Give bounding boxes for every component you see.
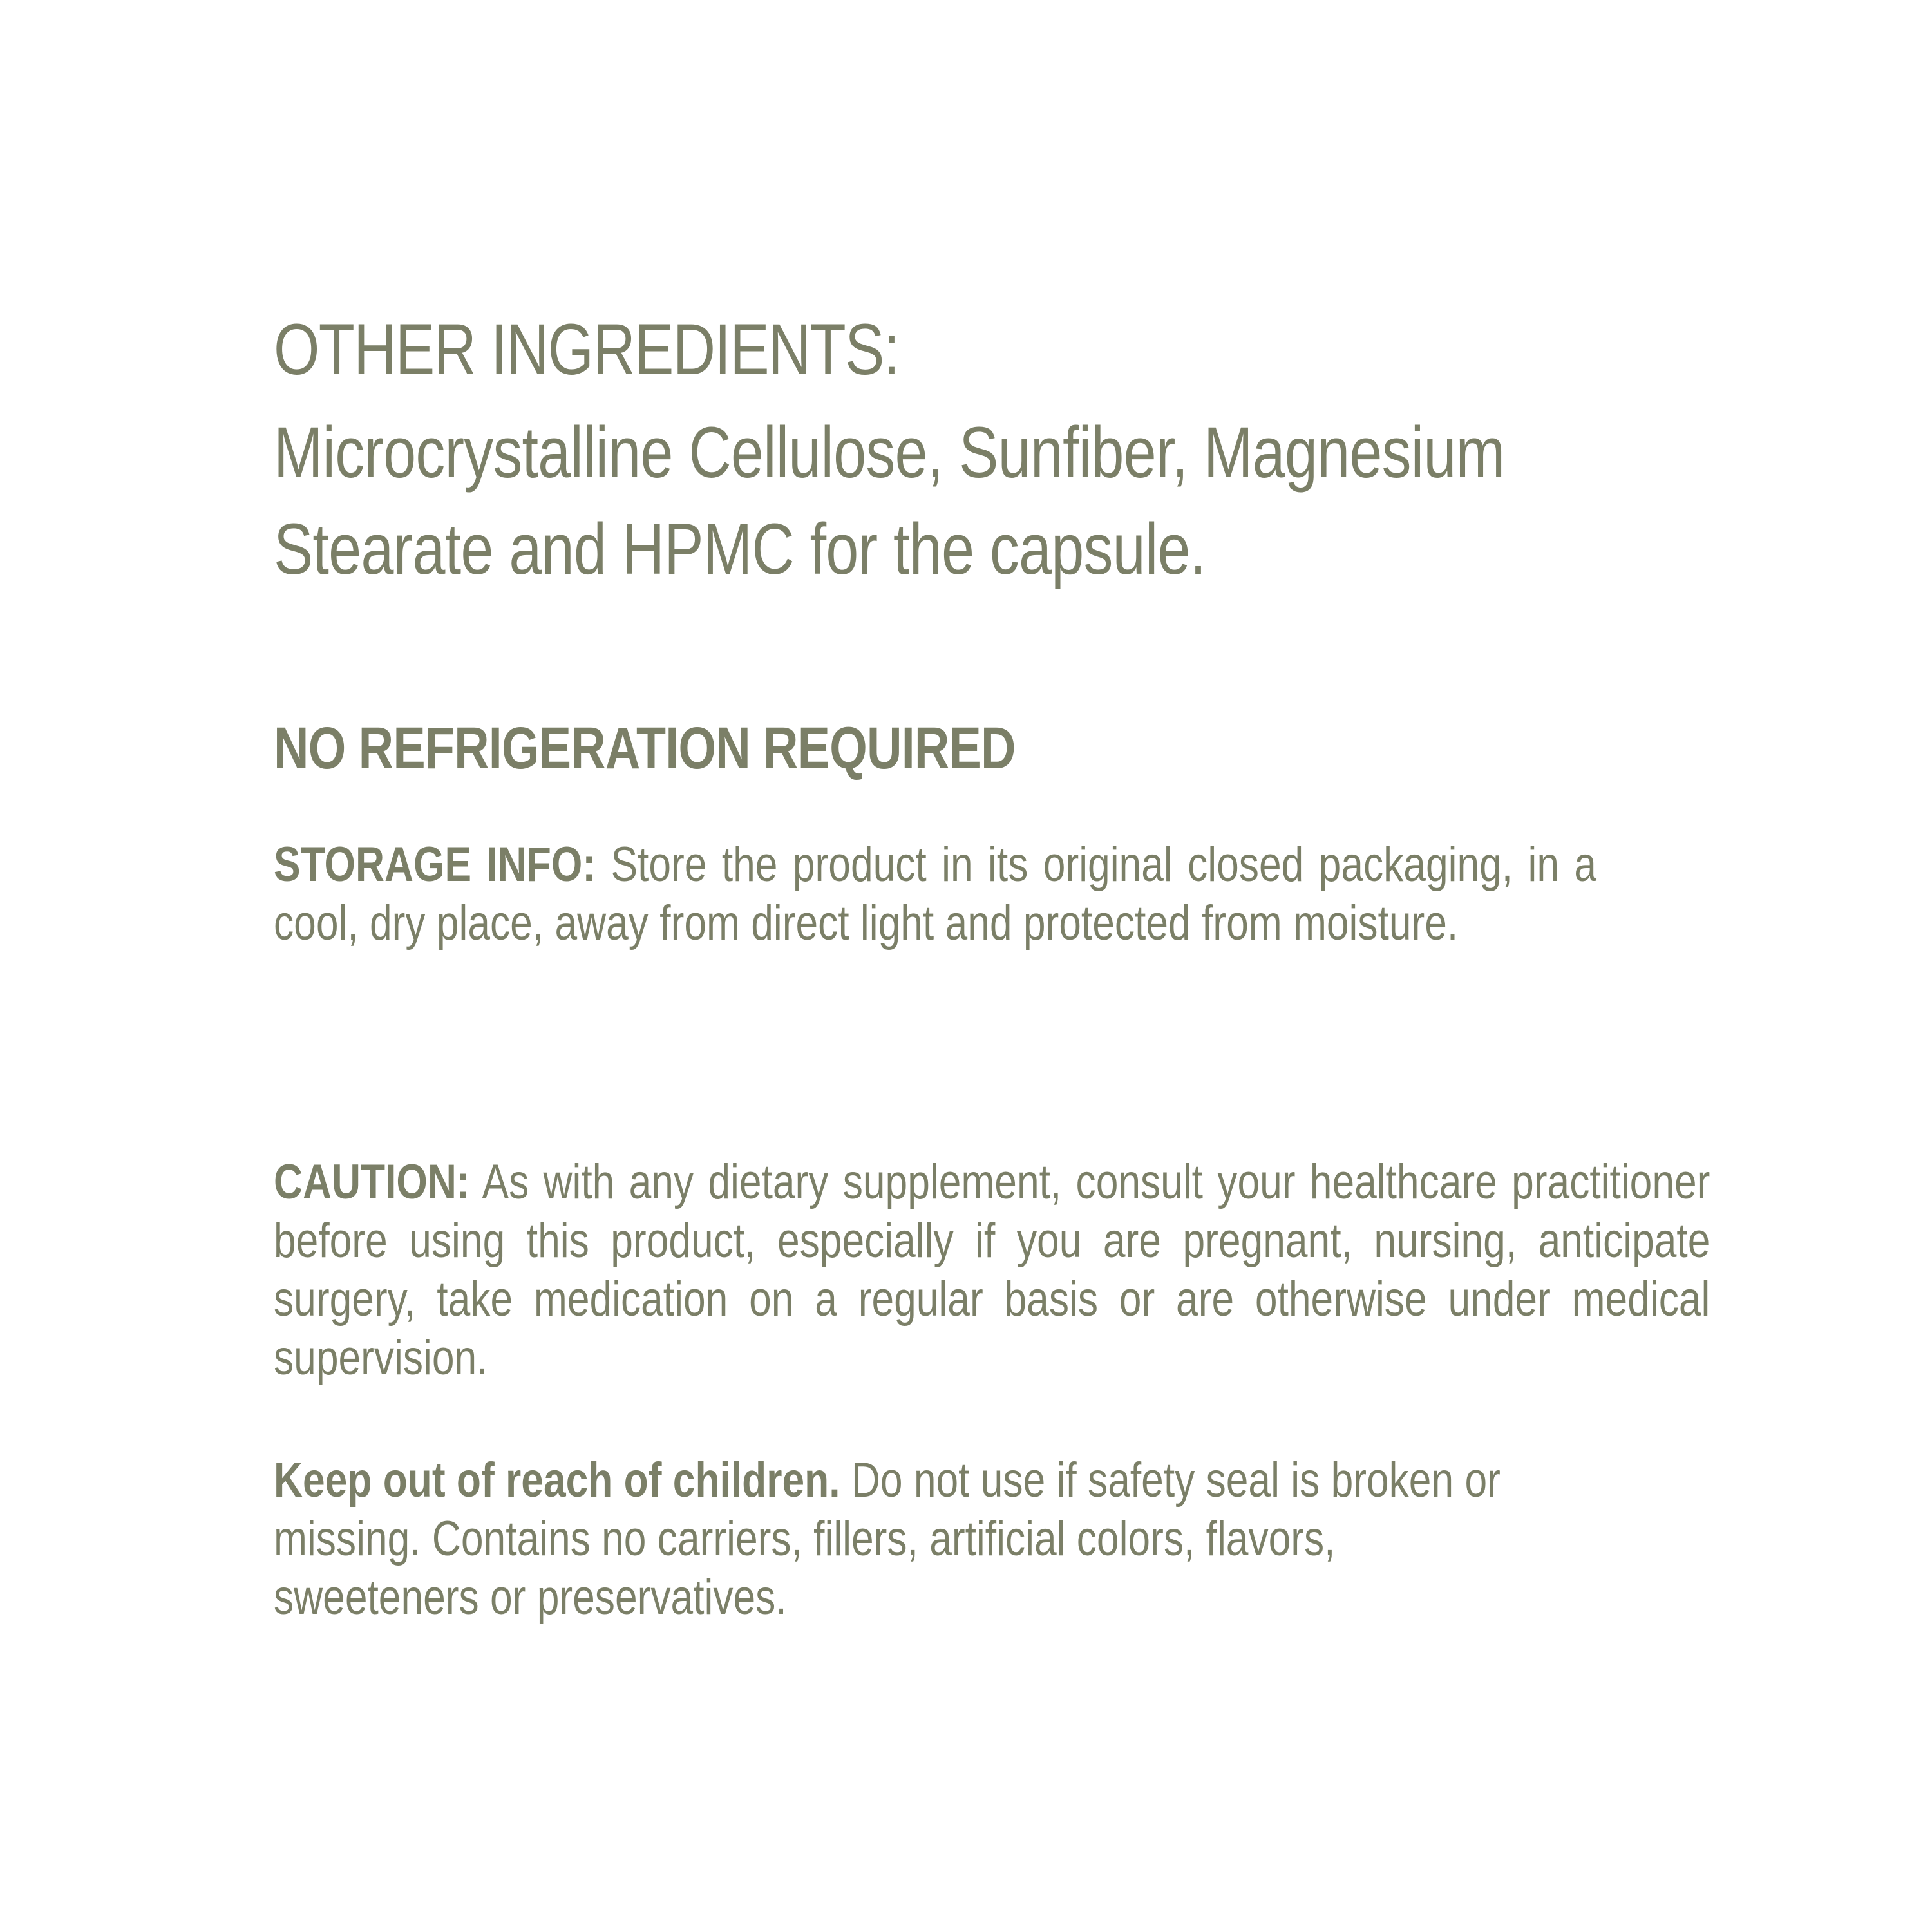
children-warning-label: Keep out of reach of children. [274,1453,840,1508]
storage-info-label: STORAGE INFO: [274,837,596,892]
other-ingredients-text [274,404,1647,598]
caution-text: As with any dietary supplement, consult your healthcare practitioner before using this product, especially if you are pregnant, nursing, anticipate surgery, take medication on a regular basis or are otherwise under medical supervision. [274,1155,1710,1385]
caution-label: CAUTION: [274,1155,470,1209]
other-ingredients-line-1: Microcrystalline Cellulose, Sunfiber, Magnesium [274,412,1505,493]
other-ingredients-title: OTHER INGREDIENTS: [274,309,899,390]
other-ingredients-line-2: Stearate and HPMC for the capsule. [274,509,1206,589]
caution-paragraph [274,1153,1710,1387]
storage-info-text: Store the product in its original closed packaging, in a cool, dry place, away from direct light and protected from moisture. [274,837,1597,951]
storage-info-paragraph [274,835,1596,952]
no-refrigeration-heading: NO REFRIGERATION REQUIRED [274,715,1016,781]
children-warning-text: Do not use if safety seal is broken or missing. Contains no carriers, fillers, artificial colors, flavors, sweeteners or preservatives. [274,1453,1501,1625]
children-warning-paragraph [274,1451,1541,1627]
